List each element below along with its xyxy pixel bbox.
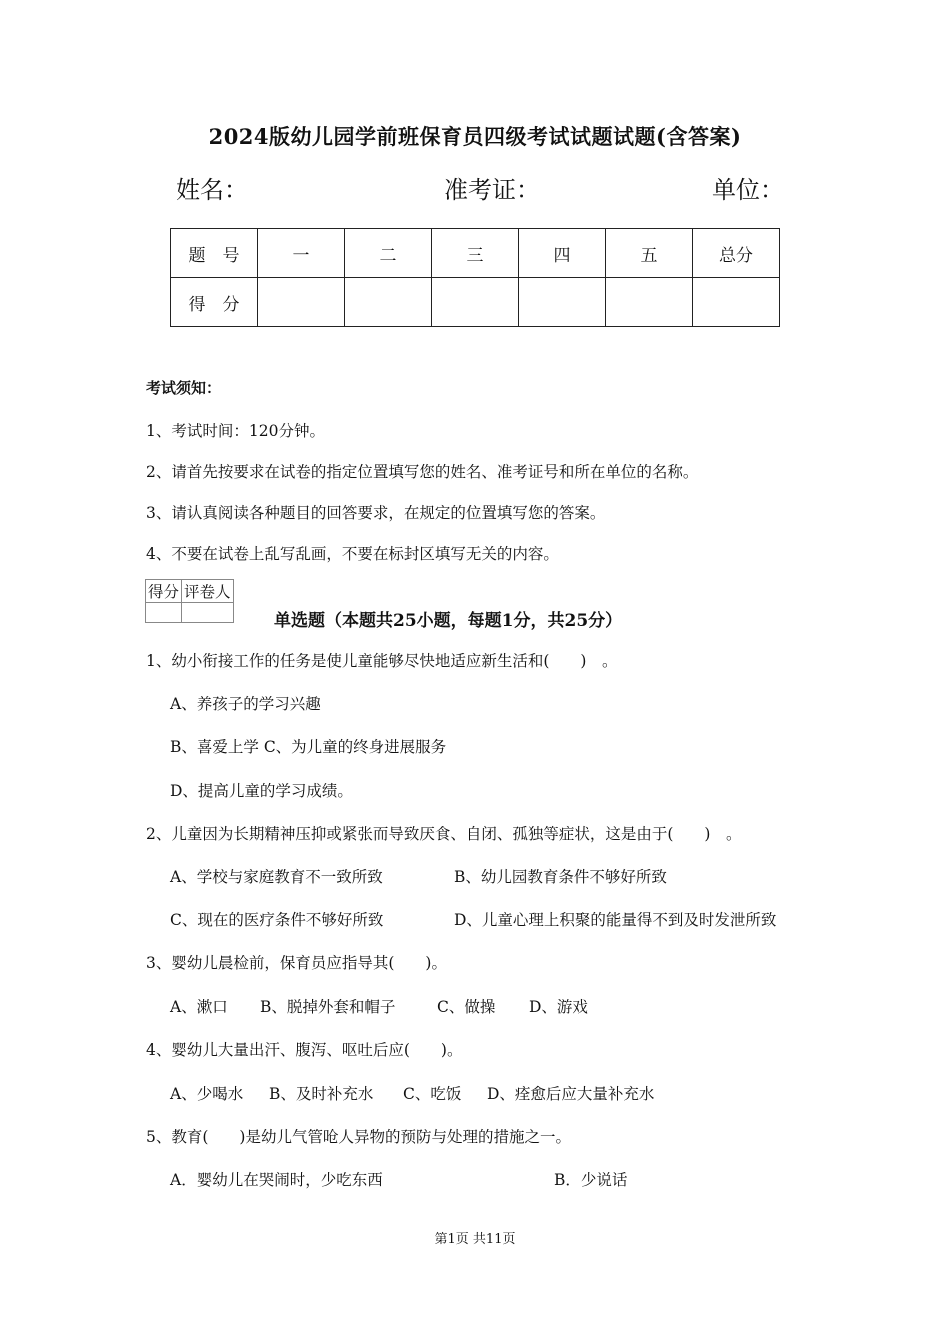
question-2-stem: 2、儿童因为长期精神压抑或紧张而导致厌食、自闭、孤独等症状，这是由于( ) 。 (146, 825, 742, 843)
question-2-option-d: D、儿童心理上积聚的能量得不到及时发泄所致 (454, 911, 777, 929)
score-header-col-4: 四 (519, 229, 606, 278)
score-cell-2[interactable] (345, 278, 432, 327)
score-cell-5[interactable] (606, 278, 693, 327)
question-3-option-c: C、做操 (437, 998, 496, 1016)
question-5-option-b: B．少说话 (554, 1171, 628, 1189)
question-2-option-c: C、现在的医疗条件不够好所致 (170, 911, 384, 929)
unit-field-label: 单位： (712, 176, 784, 204)
question-4-option-b: B、及时补充水 (269, 1085, 374, 1103)
score-table-header-row (171, 229, 780, 278)
score-header-col-1: 一 (258, 229, 345, 278)
question-2-option-b: B、幼儿园教育条件不够好所致 (454, 868, 667, 886)
notice-item-4: 4、不要在试卷上乱写乱画，不要在标封区填写无关的内容。 (146, 545, 559, 563)
question-1-option-a: A、养孩子的学习兴趣 (170, 695, 321, 713)
score-header-total: 总分 (693, 229, 780, 278)
grader-name-cell[interactable] (182, 603, 234, 623)
notice-heading: 考试须知： (146, 379, 222, 397)
score-cell-3[interactable] (432, 278, 519, 327)
score-header-col-5: 五 (606, 229, 693, 278)
page-number-footer: 第1页 共11页 (434, 1232, 516, 1247)
question-2-option-a: A、学校与家庭教育不一致所致 (170, 868, 383, 886)
grader-name-label: 评卷人 (182, 580, 234, 603)
score-header-label: 题 号 (171, 229, 258, 278)
ticket-field-label: 准考证： (444, 176, 540, 204)
score-table-score-row (171, 278, 780, 327)
score-cell-1[interactable] (258, 278, 345, 327)
name-field-label: 姓名： (176, 176, 248, 204)
notice-item-3: 3、请认真阅读各种题目的回答要求，在规定的位置填写您的答案。 (146, 504, 606, 522)
question-1-option-d: D、提高儿童的学习成绩。 (170, 782, 353, 800)
score-row-label: 得 分 (171, 278, 258, 327)
notice-item-2: 2、请首先按要求在试卷的指定位置填写您的姓名、准考证号和所在单位的名称。 (146, 463, 699, 481)
grader-score-label: 得分 (146, 580, 182, 603)
score-table (170, 228, 780, 327)
grader-box (145, 579, 234, 623)
question-5-option-a: A．婴幼儿在哭闹时，少吃东西 (170, 1171, 383, 1189)
score-header-col-2: 二 (345, 229, 432, 278)
question-3-option-b: B、脱掉外套和帽子 (260, 998, 396, 1016)
question-4-option-d: D、痊愈后应大量补充水 (487, 1085, 655, 1103)
question-3-stem: 3、婴幼儿晨检前，保育员应指导其( )。 (146, 954, 447, 972)
question-4-option-a: A、少喝水 (170, 1085, 244, 1103)
score-cell-4[interactable] (519, 278, 606, 327)
question-1-stem: 1、幼小衔接工作的任务是使儿童能够尽快地适应新生活和( ) 。 (146, 652, 618, 670)
notice-item-1: 1、考试时间：120分钟。 (146, 422, 325, 440)
question-1-option-bc: B、喜爱上学 C、为儿童的终身进展服务 (170, 738, 447, 756)
question-4-stem: 4、婴幼儿大量出汗、腹泻、呕吐后应( )。 (146, 1041, 463, 1059)
score-header-col-3: 三 (432, 229, 519, 278)
grader-score-cell[interactable] (146, 603, 182, 623)
score-cell-total[interactable] (693, 278, 780, 327)
question-4-option-c: C、吃饭 (403, 1085, 462, 1103)
question-5-stem: 5、教育( )是幼儿气管呛人异物的预防与处理的措施之一。 (146, 1128, 571, 1146)
question-3-option-d: D、游戏 (529, 998, 588, 1016)
document-title: 2024版幼儿园学前班保育员四级考试试题试题(含答案) (208, 124, 742, 149)
section-title: 单选题（本题共25小题，每题1分，共25分） (274, 611, 623, 631)
question-3-option-a: A、漱口 (170, 998, 228, 1016)
